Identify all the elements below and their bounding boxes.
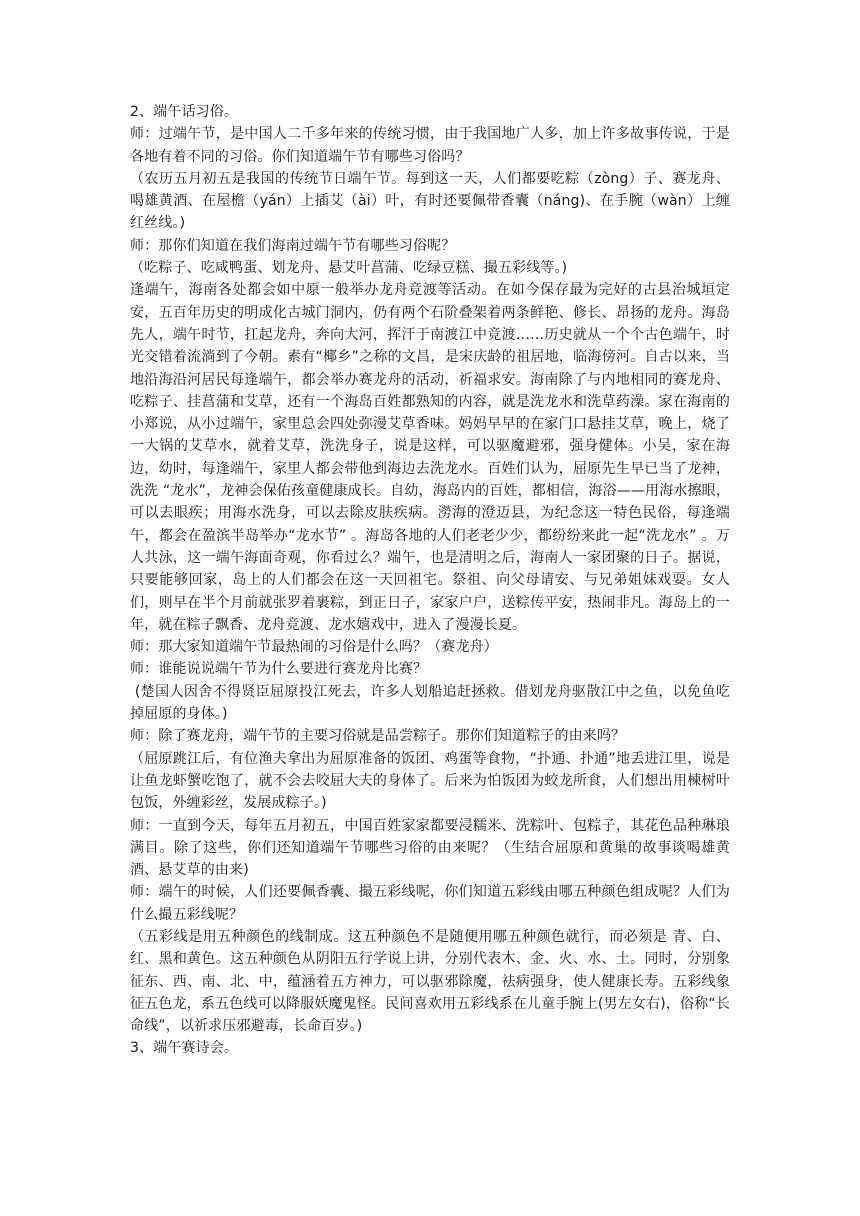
answer-zongzi-origin: （屈原跳江后，有位渔夫拿出为屈原准备的饭团、鸡蛋等食物，“扑通、扑通”地丢进江里，说是让鱼龙虾蟹吃饱了，就不会去咬屈大夫的身体了。后来为怕饭团为蛟龙所食，人们想出用楝树叶包饭，外缠彩丝，发展成粽子。) [130,750,730,812]
teacher-question-liveliest: 师：那大家知道端午节最热闹的习俗是什么吗？（赛龙舟） [130,639,498,656]
answer-five-color-thread: （五彩线是用五种颜色的线制成。这五种颜色不是随便用哪五种颜色就行，而必须是 青、白、红、黑和黄色。这五种颜色从阴阳五行学说上讲，分别代表木、金、火、水、土。同时，分别象征东、西、南、北、中，蕴涵着五方神力，可以驱邪除魔，祛病强身，使人健康长寿。五彩线象征五色龙，系五色线可以降服妖魔鬼怪。民间喜欢用五彩线系在儿童手腕上(男左女右)，俗称“长命线”，以祈求压邪避毒，长命百岁。) [130,928,730,1035]
answer-customs-list: （农历五月初五是我国的传统节日端午节。每到这一天，人们都要吃粽（zòng）子、赛龙舟、喝雄黄酒、在屋檐（yán）上插艾（ài）叶，有时还要佩带香囊（náng)、在手腕（wàn）上缠红丝线。) [130,170,730,232]
teacher-question-customs: 师：过端午节，是中国人二千多年来的传统习惯，由于我国地广人多，加上许多故事传说，于是各地有着不同的习俗。你们知道端午节有哪些习俗吗？ [130,126,730,165]
document-page [130,101,730,1060]
teacher-question-hainan: 师：那你们知道在我们海南过端午节有哪些习俗呢？ [130,237,456,254]
section-heading-poetry: 3、端午赛诗会。 [130,1040,239,1057]
teacher-question-five-color-thread: 师：端午的时候，人们还要佩香囊、撮五彩线呢，你们知道五彩线由哪五种颜色组成呢？人们为什么撮五彩线呢？ [130,884,730,923]
teacher-question-zongzi: 师：除了赛龙舟，端午节的主要习俗就是品尝粽子。那你们知道粽子的由来吗？ [130,728,626,745]
hainan-customs-passage: 逢端午，海南各处都会如中原一般举办龙舟竞渡等活动。在如今保存最为完好的古县治城垣定安，五百年历史的明成化古城门洞内，仍有两个石阶叠架着两条鲜艳、修长、昂扬的龙舟。海岛先人，端午时节，扛起龙舟，奔向大河，挥汗于南渡江中竞渡……历史就从一个个古色端午，时光交错着流淌到了今朝。素有“椰乡”之称的文昌，是宋庆龄的祖居地，临海傍河。自古以来，当地沿海沿河居民每逢端午，都会举办赛龙舟的活动，祈福求安。海南除了与内地相同的赛龙舟、吃粽子、挂菖蒲和艾草，还有一个海岛百姓都熟知的内容，就是洗龙水和洗草药澡。家在海南的小郑说，从小过端午，家里总会四处弥漫艾草香味。妈妈早早的在家门口悬挂艾草，晚上，烧了一大锅的艾草水，就着艾草，洗洗身子，说是这样，可以驱魔避邪，强身健体。小吴，家在海边，幼时，每逢端午，家里人都会带他到海边去洗龙水。百姓们认为，屈原先生早已当了龙神，洗洗 “龙水”，龙神会保佑孩童健康成长。自幼，海岛内的百姓，都相信，海浴——用海水擦眼，可以去眼疾；用海水洗身，可以去除皮肤疾病。澇海的澄迈县，为纪念这一特色民俗，每逢端午，都会在盈滨半岛举办“龙水节” 。海岛各地的人们老老少少，都纷纷来此一起“洗龙水” 。万人共泳，这一端午海面奇观，你看过么？端午，也是清明之后，海南人一家团聚的日子。据说，只要能够回家，岛上的人们都会在这一天回祖宅。祭祖、向父母请安、与兄弟姐妹戏耍。女人们，则早在半个月前就张罗着裹粽，到正日子，家家户户，送粽传平安，热闹非凡。海岛上的一年，就在粽子飘香、龙舟竞渡、龙水嬉戏中，进入了漫漫长夏。 [130,282,730,633]
teacher-question-dragon-boat: 师：谁能说说端午节为什么要进行赛龙舟比赛？ [130,661,428,678]
teacher-question-other-customs: 师：一直到今天，每年五月初五，中国百姓家家都要浸糯米、洗粽叶、包粽子，其花色品种琳琅满目。除了这些，你们还知道端午节哪些习俗的由来呢？（生结合屈原和黄巢的故事谈喝雄黄酒、悬艾草的由来) [130,817,730,879]
section-heading-customs: 2、端午话习俗。 [130,104,239,120]
answer-dragon-boat: (楚国人因舍不得贤臣屈原投江死去，许多人划船追赶拯救。借划龙舟驱散江中之鱼，以免鱼吃掉屈原的身体。) [130,683,730,723]
answer-hainan-list: （吃粽子、吃咸鸭蛋、划龙舟、悬艾叶菖蒲、吃绿豆糕、撮五彩线等。) [130,260,568,277]
